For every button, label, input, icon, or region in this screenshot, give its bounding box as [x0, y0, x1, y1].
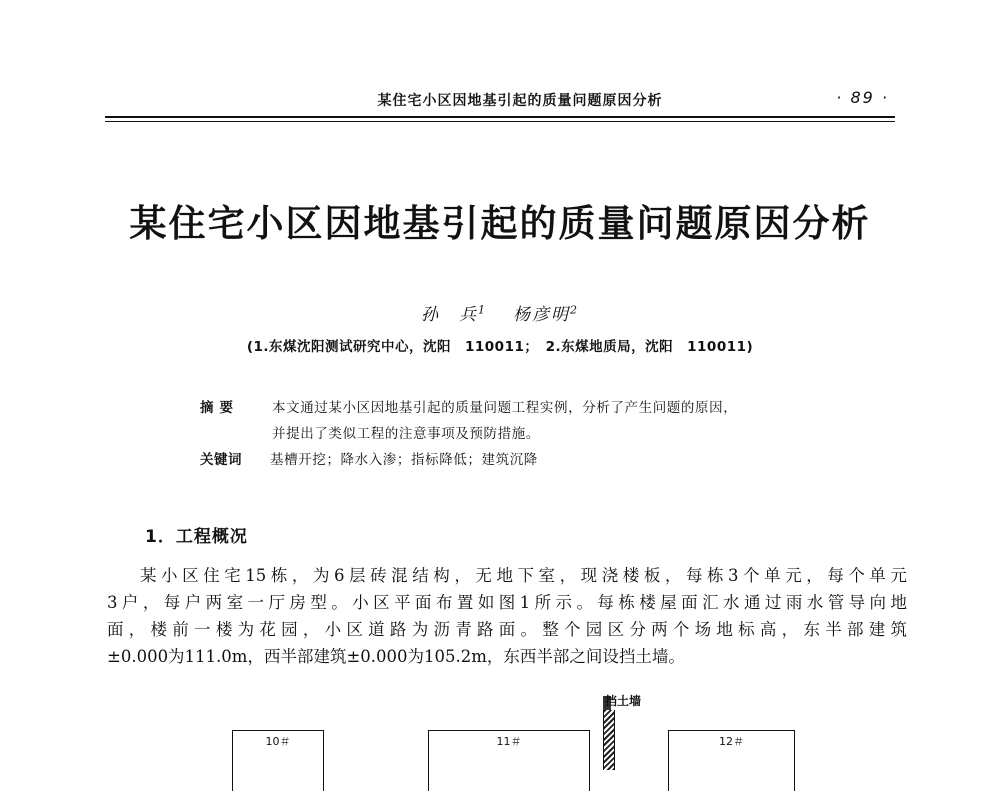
- abstract-line: 并提出了类似工程的注意事项及预防措施。: [272, 426, 540, 442]
- abstract-line: 本文通过某小区因地基引起的质量问题工程实例，分析了产生问题的原因，: [272, 400, 738, 416]
- abstract-block: [200, 395, 890, 473]
- page-number: · 89 ·: [836, 88, 889, 107]
- retaining-wall-label: 挡土墙: [605, 694, 642, 708]
- running-header: [105, 88, 895, 112]
- building-10: [232, 730, 324, 791]
- building-label: 11＃: [496, 735, 522, 748]
- author-affiliation-mark: 1: [478, 303, 487, 317]
- keywords-label: 关键词: [200, 452, 242, 468]
- running-title: 某住宅小区因地基引起的质量问题原因分析: [377, 93, 663, 109]
- abstract-label: 摘要: [200, 400, 239, 416]
- building-label: 12＃: [719, 735, 744, 748]
- body-line: 某小区住宅15栋，为6层砖混结构，无地下室，现浇楼板，每栋3个单元，每个单元: [140, 566, 907, 585]
- building-11: [428, 730, 590, 791]
- section-body: [107, 562, 907, 670]
- building-label: 10＃: [265, 735, 291, 748]
- author-name: 孙 兵: [421, 305, 478, 325]
- author-name: 杨彦明: [513, 305, 570, 325]
- building-12: [668, 730, 795, 791]
- authors: [0, 300, 1000, 325]
- body-line: ±0.000为111.0m，西半部建筑±0.000为105.2m，东西半部之间设挡土墙。: [107, 647, 685, 666]
- keywords-text: 基槽开挖；降水入渗；指标降低；建筑沉降: [270, 452, 538, 468]
- affiliations: (1.东煤沈阳测试研究中心，沈阳 110011； 2.东煤地质局，沈阳 110011): [246, 339, 754, 355]
- site-plan-figure: [0, 690, 1000, 748]
- author-affiliation-mark: 2: [570, 303, 579, 317]
- body-line: 面，楼前一楼为花园，小区道路为沥青路面。整个园区分两个场地标高，东半部建筑: [107, 620, 907, 639]
- body-line: 3户，每户两室一厅房型。小区平面布置如图1所示。每栋楼屋面汇水通过雨水管导向地: [107, 593, 907, 612]
- paper-title: 某住宅小区因地基引起的质量问题原因分析: [129, 201, 871, 245]
- header-rule-thick: [105, 116, 895, 118]
- header-rule-thin: [105, 121, 895, 122]
- retaining-wall: [603, 710, 615, 770]
- section-heading: 1．工程概况: [145, 527, 248, 547]
